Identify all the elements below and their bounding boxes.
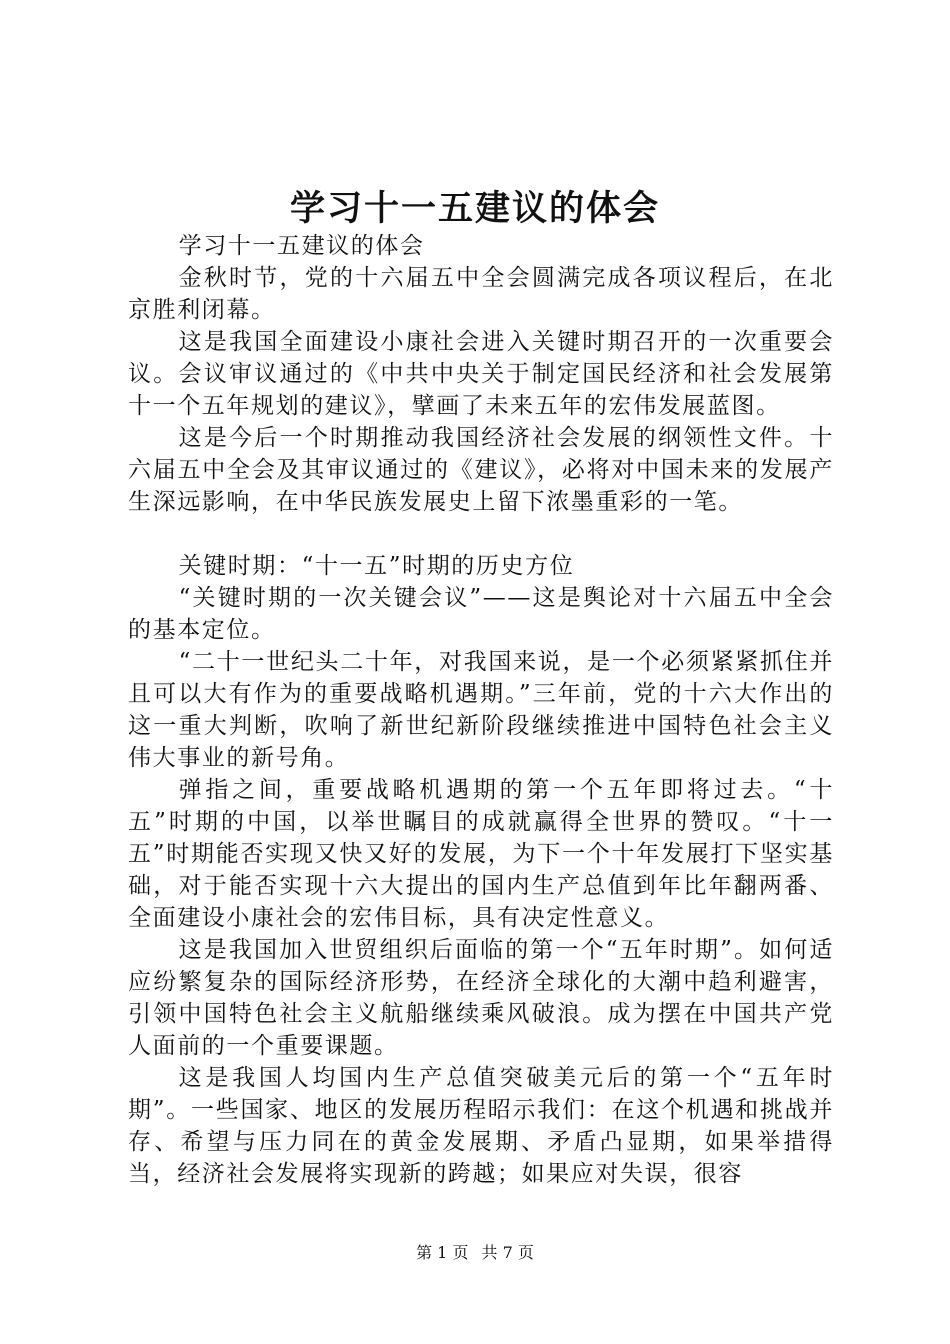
document-title: 学习十一五建议的体会 bbox=[289, 188, 660, 229]
paragraph: 这是我国人均国内生产总值突破美元后的第一个“五年时期”。一些国家、地区的发展历程昭示我们：在这个机遇和挑战并存、希望与压力同在的黄金发展期、矛盾凸显期，如果举措得当，经济社会发展将实现新的跨越；如果应对失误，很容 bbox=[128, 1065, 834, 1187]
paragraph: 这是今后一个时期推动我国经济社会发展的纲领性文件。十六届五中全会及其审议通过的《建议》，必将对中国未来的发展产生深远影响，在中华民族发展史上留下浓墨重彩的一笔。 bbox=[128, 425, 834, 515]
section-heading: 关键时期：“十一五”时期的历史方位 bbox=[178, 553, 575, 579]
page-footer bbox=[0, 1242, 950, 1264]
paragraph: “二十一世纪头二十年，对我国来说，是一个必须紧紧抓住并且可以大有作为的重要战略机遇期。”三年前，党的十六大作出的这一重大判断，吹响了新世纪新阶段继续推进中国特色社会主义伟大事业的新号角。 bbox=[128, 649, 834, 771]
paragraph: 这是我国全面建设小康社会进入关键时期召开的一次重要会议。会议审议通过的《中共中央关于制定国民经济和社会发展第十一个五年规划的建议》，擘画了未来五年的宏伟发展蓝图。 bbox=[128, 329, 834, 419]
document-body bbox=[128, 230, 834, 1190]
page-number: 第 1 页 bbox=[416, 1243, 469, 1262]
paragraph: “关键时期的一次关键会议”——这是舆论对十六届五中全会的基本定位。 bbox=[128, 585, 834, 643]
paragraph: 金秋时节，党的十六届五中全会圆满完成各项议程后，在北京胜利闭幕。 bbox=[128, 265, 834, 323]
paragraph: 这是我国加入世贸组织后面临的第一个“五年时期”。如何适应纷繁复杂的国际经济形势，在经济全球化的大潮中趋利避害，引领中国特色社会主义航船继续乘风破浪。成为摆在中国共产党人面前的一个重要课题。 bbox=[128, 937, 834, 1059]
paragraph: 弹指之间，重要战略机遇期的第一个五年即将过去。“十五”时期的中国，以举世瞩目的成就赢得全世界的赞叹。“十一五”时期能否实现又快又好的发展，为下一个十年发展打下坚实基础，对于能否实现十六大提出的国内生产总值到年比年翻两番、全面建设小康社会的宏伟目标，具有决定性意义。 bbox=[128, 777, 834, 931]
paragraph: 学习十一五建议的体会 bbox=[178, 233, 425, 259]
page-total: 共 7 页 bbox=[481, 1243, 534, 1262]
